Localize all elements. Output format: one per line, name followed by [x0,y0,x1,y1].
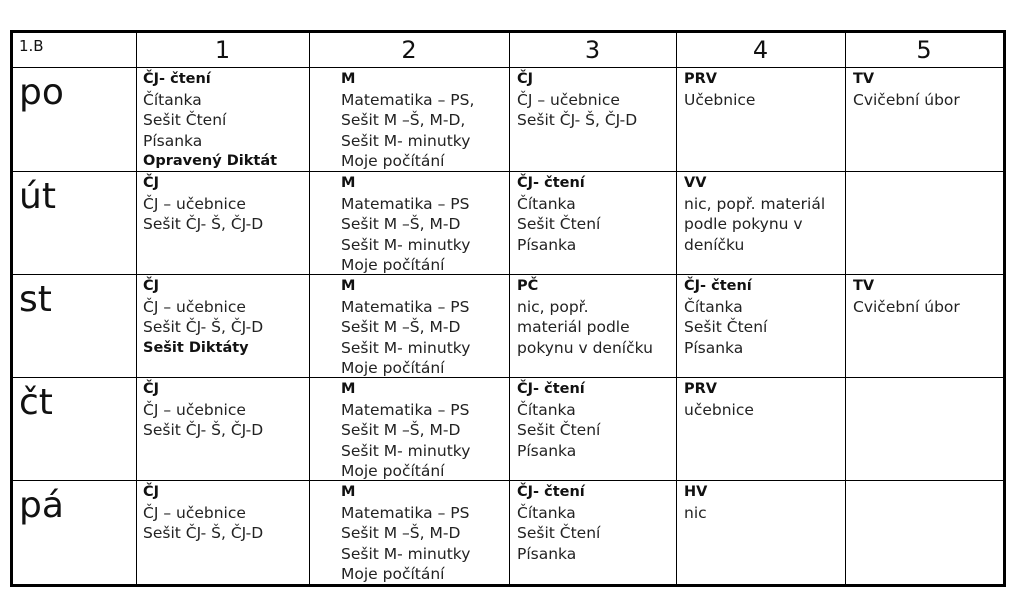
schedule-cell [341,173,529,276]
material-item: Sešit M –Š, M-D [341,421,461,439]
subject-name: ČJ- čtení [684,278,752,294]
schedule-cell [517,482,672,564]
material-item: ČJ – učebnice [143,297,246,316]
material-item: Matematika – PS [341,297,470,316]
period-header: 5 [916,36,932,64]
material-item: Matematika – PS [341,400,470,419]
material-item: ČJ – učebnice [143,400,246,419]
material-item: Moje počítání [341,256,445,274]
material-item: Moje počítání [341,462,445,480]
subject-name: ČJ- čtení [517,381,585,397]
subject-name: ČJ [517,71,534,87]
material-item: Čítanka [684,297,743,316]
timetable [10,30,1006,587]
material-item: Sešit M –Š, M-D [341,215,461,233]
material-item: materiál podle [517,318,630,336]
material-item: Sešit ČJ- Š, ČJ-D [143,524,264,542]
material-item: Sešit M- minutky [341,544,471,563]
grid-hline [13,67,1003,68]
day-label: st [19,279,52,320]
subject-name: ČJ [143,175,160,191]
subject-name: M [341,381,356,397]
material-item: učebnice [684,400,754,419]
material-item: Sešit Čtení [517,421,601,439]
material-item: podle pokynu v [684,215,803,233]
day-label: út [19,176,56,217]
material-item: Sešit M- minutky [341,131,471,150]
material-item: Moje počítání [341,565,445,583]
schedule-cell [143,173,304,235]
material-item: Sešit M –Š, M-D, [341,111,466,129]
material-item: Písanka [517,441,577,460]
material-item: ČJ – učebnice [143,503,246,522]
schedule-cell [684,69,841,110]
schedule-cell [341,276,529,379]
subject-name: HV [684,484,708,500]
material-item: Sešit ČJ- Š, ČJ-D [143,215,264,233]
schedule-cell [517,69,672,131]
subject-name: TV [853,278,875,294]
material-item: Čítanka [517,400,576,419]
subject-name: ČJ- čtení [143,71,211,87]
subject-name: M [341,175,356,191]
grid-vline [676,33,677,584]
material-item: Písanka [684,338,744,357]
grid-vline [136,33,137,584]
day-label: pá [19,485,64,526]
schedule-cell [684,482,841,523]
material-item: Matematika – PS [341,194,470,213]
material-item: Písanka [143,131,203,150]
material-item: Sešit M –Š, M-D [341,318,461,336]
material-item: Sešit M –Š, M-D [341,524,461,542]
material-item: ČJ – učebnice [143,194,246,213]
schedule-cell [341,379,529,482]
subject-name: ČJ- čtení [517,484,585,500]
material-item: Matematika – PS [341,503,470,522]
material-item: ČJ – učebnice [517,90,620,109]
material-item: Cvičební úbor [853,297,960,316]
schedule-cell [143,379,304,441]
schedule-cell [517,379,672,461]
schedule-cell [853,69,999,110]
material-item: Čítanka [143,90,202,109]
material-item: Moje počítání [341,152,445,170]
material-item: Sešit Čtení [684,318,768,336]
period-header: 1 [214,36,231,64]
material-item: Sešit Diktáty [143,339,249,356]
material-item: Sešit ČJ- Š, ČJ-D [143,318,264,336]
material-item: Učebnice [684,90,756,109]
grid-vline [845,33,846,584]
schedule-cell [341,69,529,172]
material-item: pokynu v deníčku [517,338,653,357]
material-item: Písanka [517,235,577,254]
subject-name: M [341,71,356,87]
material-item: Cvičební úbor [853,90,960,109]
subject-name: ČJ [143,278,160,294]
schedule-cell [853,276,999,317]
subject-name: PČ [517,278,539,294]
subject-name: ČJ [143,484,160,500]
material-item: Čítanka [517,194,576,213]
schedule-cell [517,173,672,255]
subject-name: VV [684,175,707,191]
material-item: nic [684,503,707,522]
material-item: Sešit Čtení [143,111,227,129]
subject-name: ČJ [143,381,160,397]
material-item: nic, popř. [517,297,589,316]
period-header: 2 [401,36,417,64]
material-item: nic, popř. materiál [684,194,826,213]
subject-name: ČJ- čtení [517,175,585,191]
material-item: Sešit Čtení [517,524,601,542]
subject-name: PRV [684,381,718,397]
schedule-cell [341,482,529,585]
material-item: Moje počítání [341,359,445,377]
schedule-cell [517,276,672,358]
schedule-cell [143,69,304,172]
material-item: Sešit Čtení [517,215,601,233]
subject-name: TV [853,71,875,87]
schedule-cell [684,276,841,358]
day-label: čt [19,382,53,423]
schedule-cell [143,276,304,358]
material-item: Písanka [517,544,577,563]
material-item: Sešit M- minutky [341,338,471,357]
grid-vline [309,33,310,584]
schedule-cell [684,173,841,255]
period-header: 4 [752,36,769,64]
day-label: po [19,72,64,113]
material-item: Sešit M- minutky [341,441,471,460]
material-item: Sešit ČJ- Š, ČJ-D [143,421,264,439]
period-header: 3 [584,36,601,64]
subject-name: PRV [684,71,718,87]
subject-name: M [341,484,356,500]
class-label: 1.B [19,37,44,55]
subject-name: M [341,278,356,294]
material-item: Sešit M- minutky [341,235,471,254]
material-item: Matematika – PS, [341,90,475,109]
material-item: Čítanka [517,503,576,522]
schedule-cell [684,379,841,420]
material-item: deníčku [684,235,745,254]
schedule-cell [143,482,304,544]
material-item: Opravený Diktát [143,153,278,169]
material-item: Sešit ČJ- Š, ČJ-D [517,111,638,129]
